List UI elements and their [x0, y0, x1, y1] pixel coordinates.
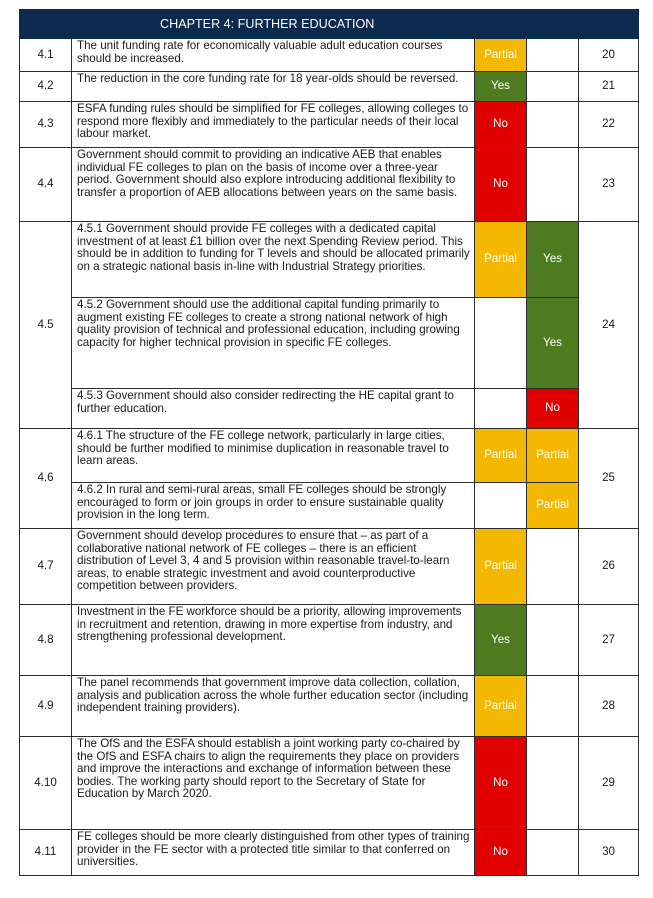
status-badge-secondary — [527, 676, 579, 737]
recommendation-text: 4.5.3 Government should also consider redirecting the HE capital grant to further education. — [72, 389, 475, 429]
page-reference: 23 — [579, 148, 639, 222]
recommendation-row — [20, 605, 639, 676]
page-reference: 25 — [579, 429, 639, 529]
status-badge-primary: Partial — [475, 222, 527, 298]
status-badge-primary — [475, 483, 527, 529]
recommendation-row — [20, 39, 639, 72]
recommendation-number: 4.5 — [20, 222, 72, 429]
recommendation-number: 4.6 — [20, 429, 72, 529]
recommendation-text: 4.6.2 In rural and semi-rural areas, small FE colleges should be strongly encouraged to form or join groups in order to ensure sustainable quality provision in the long term. — [72, 483, 475, 529]
page-reference: 20 — [579, 39, 639, 72]
status-badge-primary: Partial — [475, 529, 527, 605]
status-badge-secondary — [527, 529, 579, 605]
chapter-title: CHAPTER 4: FURTHER EDUCATION — [20, 10, 639, 39]
recommendation-row — [20, 102, 639, 148]
status-badge-secondary — [527, 605, 579, 676]
status-badge-primary — [475, 298, 527, 389]
page-reference: 30 — [579, 830, 639, 876]
recommendation-number: 4.9 — [20, 676, 72, 737]
recommendation-text: The OfS and the ESFA should establish a joint working party co-chaired by the OfS and ESFA chairs to align the requirements they place on providers and improve the interactions and exchange of information between these bodies. The working party should report to the Secretary of State for Education by March 2020. — [72, 737, 475, 830]
status-badge-primary: No — [475, 830, 527, 876]
status-badge-primary: No — [475, 102, 527, 148]
recommendation-row — [20, 389, 639, 429]
recommendations-document — [19, 9, 638, 876]
status-badge-secondary — [527, 102, 579, 148]
status-badge-secondary: Yes — [527, 222, 579, 298]
recommendation-number: 4.3 — [20, 102, 72, 148]
recommendation-number: 4.10 — [20, 737, 72, 830]
recommendation-text: Government should develop procedures to ensure that – as part of a collaborative national network of FE colleges – there is an efficient distribution of Level 3, 4 and 5 provision within reasonable travel-to-learn areas, to enable strategic investment and avoid counterproductive competition between providers. — [72, 529, 475, 605]
recommendation-row — [20, 676, 639, 737]
recommendation-number: 4.8 — [20, 605, 72, 676]
chapter-header-row — [20, 10, 639, 39]
recommendation-row — [20, 298, 639, 389]
recommendation-row — [20, 830, 639, 876]
status-badge-secondary — [527, 830, 579, 876]
recommendation-number: 4.4 — [20, 148, 72, 222]
recommendation-text: The reduction in the core funding rate for 18 year-olds should be reversed. — [72, 72, 475, 102]
recommendation-text: Investment in the FE workforce should be a priority, allowing improvements in recruitment and retention, drawing in more expertise from industry, and strengthening professional development. — [72, 605, 475, 676]
status-badge-primary: Partial — [475, 39, 527, 72]
page-reference: 27 — [579, 605, 639, 676]
status-badge-primary: Yes — [475, 72, 527, 102]
recommendation-number: 4.1 — [20, 39, 72, 72]
recommendation-text: 4.5.1 Government should provide FE colleges with a dedicated capital investment of at least £1 billion over the next Spending Review period. This should be in addition to funding for T levels and should be allocated primarily on a strategic national basis in-line with Industrial Strategy priorities. — [72, 222, 475, 298]
status-badge-secondary: Yes — [527, 298, 579, 389]
page-reference: 29 — [579, 737, 639, 830]
status-badge-primary: No — [475, 148, 527, 222]
page-reference: 24 — [579, 222, 639, 429]
recommendation-text: The panel recommends that government improve data collection, collation, analysis and publication across the whole further education sector (including independent training providers). — [72, 676, 475, 737]
status-badge-primary: No — [475, 737, 527, 830]
recommendation-row — [20, 222, 639, 298]
recommendation-number: 4.7 — [20, 529, 72, 605]
recommendation-number: 4.2 — [20, 72, 72, 102]
page-reference: 28 — [579, 676, 639, 737]
page-reference: 26 — [579, 529, 639, 605]
status-badge-primary: Partial — [475, 429, 527, 483]
recommendation-text: FE colleges should be more clearly distinguished from other types of training provider in the FE sector with a protected title similar to that conferred on universities. — [72, 830, 475, 876]
recommendations-table — [19, 9, 639, 876]
recommendation-text: 4.6.1 The structure of the FE college network, particularly in large cities, should be further modified to minimise duplication in reasonable travel to learn areas. — [72, 429, 475, 483]
recommendation-row — [20, 737, 639, 830]
status-badge-primary: Yes — [475, 605, 527, 676]
page-reference: 21 — [579, 72, 639, 102]
status-badge-primary — [475, 389, 527, 429]
recommendation-number: 4.11 — [20, 830, 72, 876]
recommendation-text: Government should commit to providing an indicative AEB that enables individual FE colleges to plan on the basis of income over a three-year period. Government should also explore introducing additional flexibility to transfer a proportion of AEB allocations between years on the same basis. — [72, 148, 475, 222]
recommendation-row — [20, 529, 639, 605]
status-badge-primary: Partial — [475, 676, 527, 737]
status-badge-secondary — [527, 72, 579, 102]
status-badge-secondary — [527, 148, 579, 222]
status-badge-secondary: Partial — [527, 483, 579, 529]
recommendation-row — [20, 483, 639, 529]
status-badge-secondary — [527, 39, 579, 72]
recommendation-row — [20, 148, 639, 222]
recommendation-text: The unit funding rate for economically valuable adult education courses should be increased. — [72, 39, 475, 72]
page-reference: 22 — [579, 102, 639, 148]
recommendation-row — [20, 429, 639, 483]
status-badge-secondary: Partial — [527, 429, 579, 483]
status-badge-secondary: No — [527, 389, 579, 429]
recommendation-row — [20, 72, 639, 102]
recommendation-text: ESFA funding rules should be simplified for FE colleges, allowing colleges to respond more flexibly and immediately to the particular needs of their local labour market. — [72, 102, 475, 148]
status-badge-secondary — [527, 737, 579, 830]
recommendation-text: 4.5.2 Government should use the additional capital funding primarily to augment existing FE colleges to create a strong national network of high quality provision of technical and professional education, including growing capacity for higher technical provision in specific FE colleges. — [72, 298, 475, 389]
